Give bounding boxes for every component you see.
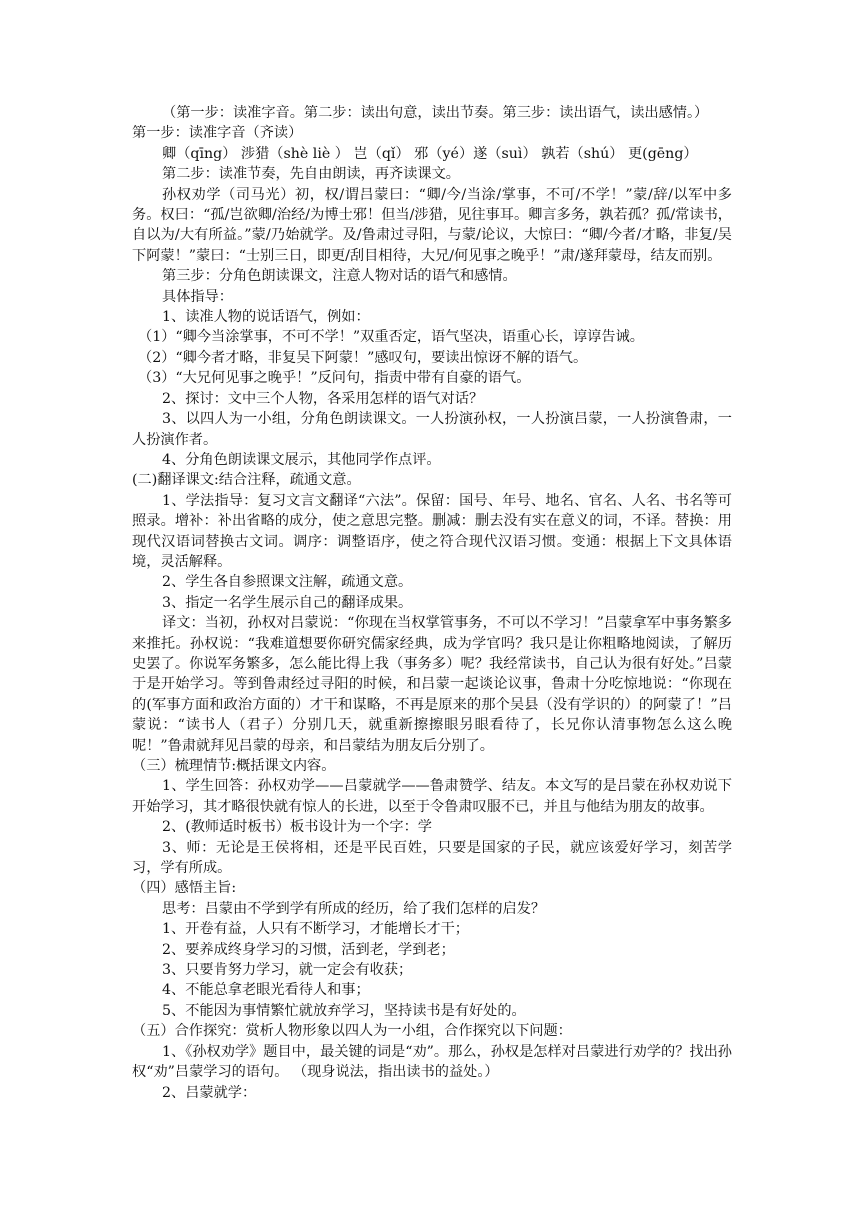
- paragraph: 3、以四人为一小组，分角色朗读课文。一人扮演孙权，一人扮演吕蒙，一人扮演鲁肃，一人扮演作者。: [132, 411, 732, 448]
- paragraph: （3）“大兄何见事之晚乎！”反问句，指责中带有自豪的语气。: [138, 370, 531, 387]
- paragraph: 2、吕蒙就学：: [162, 1084, 257, 1101]
- paragraph: （1）“卿今当涂掌事，不可不学！”双重否定，语气坚决，语重心长，谆谆告诫。: [138, 329, 644, 346]
- paragraph: 2、探讨：文中三个人物，各采用怎样的语气对话？: [162, 390, 484, 407]
- paragraph: 思考：吕蒙由不学到学有所成的经历，给了我们怎样的启发？: [162, 900, 546, 917]
- paragraph: （第一步：读准字音。第二步：读出句意，读出节奏。第三步：读出语气，读出感情。）: [162, 105, 709, 121]
- paragraph: 2、(教师适时板书）板书设计为一个字：学: [162, 819, 432, 836]
- paragraph: 1、学法指导：复习文言文翻译“六法”。保留：国号、年号、地名、官名、人名、书名等可照录。增补：补出省略的成分，使之意思完整。删减：删去没有实在意义的词，不译。替换：用现代汉语词替换古文词。调序：调整语序，使之符合现代汉语习惯。变通：根据上下文具体语境，灵活解释。: [132, 492, 732, 570]
- paragraph: 译文：当初，孙权对吕蒙说：“你现在当权掌管事务，不可以不学习！”吕蒙拿军中事务繁多来推托。孙权说：“我难道想要你研究儒家经典，成为学官吗？我只是让你粗略地阅读，了解历史罢了。你说军务繁多，怎么能比得上我（事务多）呢？我经常读书，自己认为很有好处。”吕蒙于是开始学习。等到鲁肃经过寻阳的时候，和吕蒙一起谈论议事，鲁肃十分吃惊地说：“你现在的(军事方面和政治方面的）才干和谋略，不再是原来的那个吴县（没有学识的）的阿蒙了！”吕蒙说：“读书人（君子）分别几天，就重新擦擦眼另眼看待了，长兄你认清事物怎么这么晚呢！”鲁肃就拜见吕蒙的母亲，和吕蒙结为朋友后分别了。: [132, 615, 732, 754]
- document-body: [132, 103, 732, 1103]
- paragraph: 第一步：读准字音（齐读）: [132, 125, 303, 142]
- paragraph: （2）“卿今者才略，非复吴下阿蒙！”感叹句，要读出惊讶不解的语气。: [138, 349, 588, 366]
- paragraph: 4、分角色朗读课文展示，其他同学作点评。: [162, 451, 441, 468]
- paragraph: （三）梳理情节:概括课文内容。: [132, 758, 336, 774]
- paragraph: 5、不能因为事情繁忙就放弃学习，坚持读书是有好处的。: [162, 1002, 526, 1019]
- paragraph: 3、师：无论是王侯将相，还是平民百姓，只要是国家的子民，就应该爱好学习，刻苦学习，学有所成。: [132, 839, 732, 877]
- paragraph: 第三步：分角色朗读课文，注意人物对话的语气和感情。: [162, 268, 517, 285]
- paragraph: 4、不能总拿老眼光看待人和事；: [162, 982, 370, 999]
- paragraph: 3、只要肯努力学习，就一定会有收获；: [162, 962, 413, 979]
- paragraph: 1、学生回答：孙权劝学——吕蒙就学——鲁肃赞学、结友。本文写的是吕蒙在孙权劝说下开始学习，其才略很快就有惊人的长进，以至于令鲁肃叹服不已，并且与他结为朋友的故事。: [132, 778, 732, 815]
- paragraph: 1、开卷有益，人只有不断学习，才能增长才干；: [162, 921, 469, 938]
- paragraph: （四）感悟主旨:: [132, 880, 237, 897]
- paragraph: (二)翻译课文:结合注释，疏通文意。: [132, 472, 361, 489]
- paragraph: 第二步：读准节奏，先自由朗读，再齐读课文。: [162, 166, 460, 183]
- paragraph: 3、指定一名学生展示自己的翻译成果。: [162, 594, 413, 611]
- paragraph: 2、学生各自参照课文注解，疏通文意。: [162, 574, 413, 591]
- paragraph: 卿（qīng） 涉猎（shè liè ） 岂（qǐ） 邪（yé）遂（suì） 孰若（shú） 更(gēng）: [162, 145, 698, 162]
- paragraph: 具体指导：: [162, 288, 233, 305]
- paragraph: （五）合作探究：赏析人物形象以四人为一小组，合作探究以下问题：: [132, 1023, 572, 1040]
- paragraph: 孙权劝学（司马光）初，权/谓吕蒙曰：“卿/今/当涂/掌事，不可/不学！”蒙/辞/以军中多务。权曰：“孤/岂欲卿/治经/为博士邪！但当/涉猎，见往事耳。卿言多务，孰若孤？孤/常读书，自以为/大有所益。”蒙/乃始就学。及/鲁肃过寻阳，与蒙/论议，大惊曰：“卿/今者/才略，非复/吴下阿蒙！”蒙曰：“士别三日，即更/刮目相待，大兄/何见事之晚乎！”肃/遂拜蒙母，结友而别。: [132, 186, 732, 264]
- paragraph: 2、要养成终身学习的习惯，活到老，学到老；: [162, 941, 455, 958]
- paragraph: 1、《孙权劝学》题目中，最关键的词是“劝”。那么，孙权是怎样对吕蒙进行劝学的？找出孙权“劝”吕蒙学习的语句。 （现身说法，指出读书的益处。）: [132, 1043, 732, 1081]
- paragraph: 1、读准人物的说话语气，例如：: [162, 309, 370, 326]
